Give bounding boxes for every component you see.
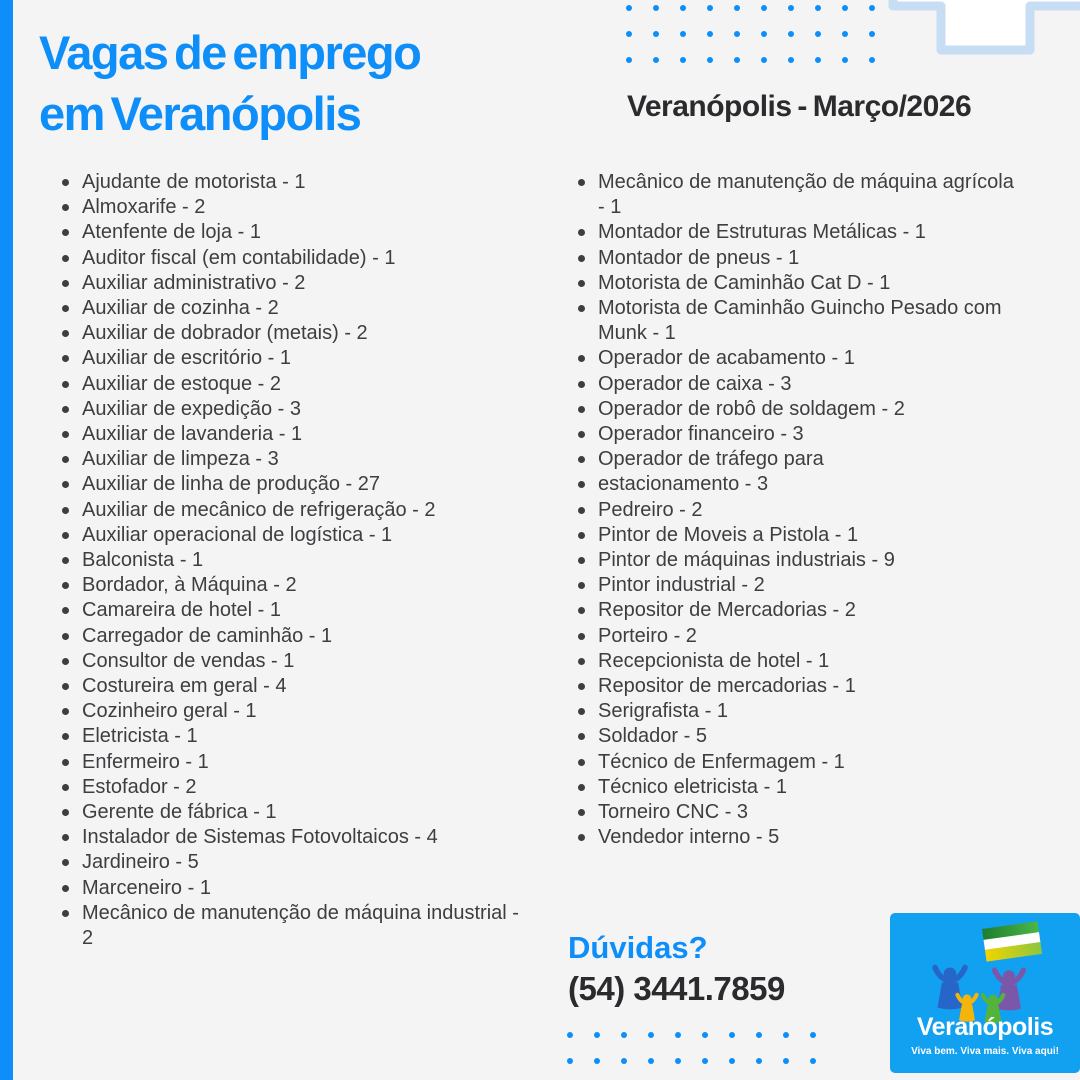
dot	[788, 57, 794, 63]
dot	[842, 31, 848, 37]
dot	[626, 5, 632, 11]
job-list-item: Torneiro CNC - 3	[577, 800, 1022, 825]
dot	[680, 57, 686, 63]
job-list-item: Marceneiro - 1	[61, 876, 523, 901]
job-list-item: Bordador, à Máquina - 2	[61, 573, 523, 598]
job-list-item: Instalador de Sistemas Fotovoltaicos - 4	[61, 825, 523, 850]
flag-icon	[982, 921, 1042, 961]
dot	[707, 57, 713, 63]
dot	[810, 1058, 816, 1064]
dot	[626, 57, 632, 63]
dot	[675, 1032, 681, 1038]
dot	[761, 31, 767, 37]
dot	[567, 1058, 573, 1064]
job-list-item: Montador de Estruturas Metálicas - 1	[577, 220, 1022, 245]
job-list-right	[577, 170, 1022, 850]
job-list-item: Pintor industrial - 2	[577, 573, 1022, 598]
job-list-item: Auxiliar de escritório - 1	[61, 346, 523, 371]
job-list-item: Motorista de Caminhão Cat D - 1	[577, 271, 1022, 296]
job-list-item: Pedreiro - 2	[577, 498, 1022, 523]
logo-name: Veranópolis	[916, 1013, 1054, 1041]
job-list-item: Montador de pneus - 1	[577, 246, 1022, 271]
job-list-item: Motorista de Caminhão Guincho Pesado com Munk - 1	[577, 296, 1022, 346]
city-logo	[890, 913, 1080, 1073]
job-list-item: Eletricista - 1	[61, 724, 523, 749]
dot	[869, 31, 875, 37]
dots-pattern-top	[626, 5, 875, 63]
job-list-item: Operador de tráfego para	[577, 447, 1022, 472]
job-list-item: Mecânico de manutenção de máquina agrícola - 1	[577, 170, 1022, 220]
dot	[729, 1058, 735, 1064]
job-list-item: Auxiliar de linha de produção - 27	[61, 472, 523, 497]
job-list-item: Auxiliar de limpeza - 3	[61, 447, 523, 472]
page-title-line2: em Veranópolis	[39, 87, 361, 140]
dot	[648, 1032, 654, 1038]
dot	[707, 5, 713, 11]
dot	[653, 57, 659, 63]
dot	[815, 57, 821, 63]
dot	[842, 57, 848, 63]
dot	[621, 1058, 627, 1064]
job-list-item: Recepcionista de hotel - 1	[577, 649, 1022, 674]
job-list-item: Almoxarife - 2	[61, 195, 523, 220]
job-list-item: Operador financeiro - 3	[577, 422, 1022, 447]
dot	[783, 1032, 789, 1038]
job-list-item: Operador de robô de soldagem - 2	[577, 397, 1022, 422]
job-list-item: Camareira de hotel - 1	[61, 598, 523, 623]
dot	[648, 1058, 654, 1064]
dot	[702, 1058, 708, 1064]
dot	[783, 1058, 789, 1064]
job-list-item: Ajudante de motorista - 1	[61, 170, 523, 195]
plus-shape-decoration	[888, 0, 1080, 70]
job-list-item: Carregador de caminhão - 1	[61, 624, 523, 649]
dot	[788, 5, 794, 11]
job-list-item: Gerente de fábrica - 1	[61, 800, 523, 825]
job-list-item: Vendedor interno - 5	[577, 825, 1022, 850]
job-list-item: Serigrafista - 1	[577, 699, 1022, 724]
job-list-item: Jardineiro - 5	[61, 850, 523, 875]
job-list-item: Auxiliar de mecânico de refrigeração - 2	[61, 498, 523, 523]
dot	[567, 1032, 573, 1038]
city-logo-graphic	[890, 913, 1080, 1023]
job-list-item: Auditor fiscal (em contabilidade) - 1	[61, 246, 523, 271]
dot	[761, 5, 767, 11]
job-list-item: Auxiliar de estoque - 2	[61, 372, 523, 397]
left-accent-bar	[0, 0, 13, 1080]
job-list-item: Técnico eletricista - 1	[577, 775, 1022, 800]
page-title-line1: Vagas de emprego	[39, 26, 421, 79]
job-list-item: Auxiliar de lavanderia - 1	[61, 422, 523, 447]
job-list-left	[61, 170, 523, 951]
dot	[680, 31, 686, 37]
page-title	[39, 22, 420, 144]
job-list-item: Operador de caixa - 3	[577, 372, 1022, 397]
job-list-item: Soldador - 5	[577, 724, 1022, 749]
dot	[675, 1058, 681, 1064]
dot	[680, 5, 686, 11]
job-list-item: Estofador - 2	[61, 775, 523, 800]
dot	[734, 5, 740, 11]
dot	[810, 1032, 816, 1038]
job-list-item: Auxiliar operacional de logística - 1	[61, 523, 523, 548]
logo-tagline: Viva bem. Viva mais. Viva aqui!	[911, 1046, 1059, 1057]
job-list-item: Operador de acabamento - 1	[577, 346, 1022, 371]
dot	[756, 1058, 762, 1064]
dot	[653, 31, 659, 37]
dot	[594, 1058, 600, 1064]
job-list-item: Atenfente de loja - 1	[61, 220, 523, 245]
job-list-item: Porteiro - 2	[577, 624, 1022, 649]
job-list-item: Repositor de Mercadorias - 2	[577, 598, 1022, 623]
dot	[842, 5, 848, 11]
contact-phone-number: (54) 3441.7859	[568, 970, 785, 1007]
dot	[626, 31, 632, 37]
job-list-item: Mecânico de manutenção de máquina industrial - 2	[61, 901, 523, 951]
dot	[621, 1032, 627, 1038]
dot	[729, 1032, 735, 1038]
dot	[594, 1032, 600, 1038]
contact-question-label: Dúvidas?	[568, 930, 708, 965]
dots-pattern-bottom	[567, 1032, 816, 1064]
job-list-item: Enfermeiro - 1	[61, 750, 523, 775]
job-list-item: Auxiliar de expedição - 3	[61, 397, 523, 422]
job-list-item: Balconista - 1	[61, 548, 523, 573]
job-list-item: Auxiliar de cozinha - 2	[61, 296, 523, 321]
dot	[653, 5, 659, 11]
subtitle-city-month: Veranópolis - Março/2026	[627, 90, 972, 123]
dot	[788, 31, 794, 37]
job-list-item: Auxiliar administrativo - 2	[61, 271, 523, 296]
dot	[815, 31, 821, 37]
job-list-item: Cozinheiro geral - 1	[61, 699, 523, 724]
job-list-item: Consultor de vendas - 1	[61, 649, 523, 674]
dot	[756, 1032, 762, 1038]
job-list-item: Costureira em geral - 4	[61, 674, 523, 699]
dot	[761, 57, 767, 63]
dot	[869, 57, 875, 63]
dot	[869, 5, 875, 11]
job-list-item: Auxiliar de dobrador (metais) - 2	[61, 321, 523, 346]
dot	[707, 31, 713, 37]
job-list-item: estacionamento - 3	[577, 472, 1022, 497]
job-list-item: Pintor de máquinas industriais - 9	[577, 548, 1022, 573]
job-list-item: Pintor de Moveis a Pistola - 1	[577, 523, 1022, 548]
dot	[815, 5, 821, 11]
dot	[734, 57, 740, 63]
dot	[702, 1032, 708, 1038]
job-list-item: Técnico de Enfermagem - 1	[577, 750, 1022, 775]
dot	[734, 31, 740, 37]
job-list-item: Repositor de mercadorias - 1	[577, 674, 1022, 699]
